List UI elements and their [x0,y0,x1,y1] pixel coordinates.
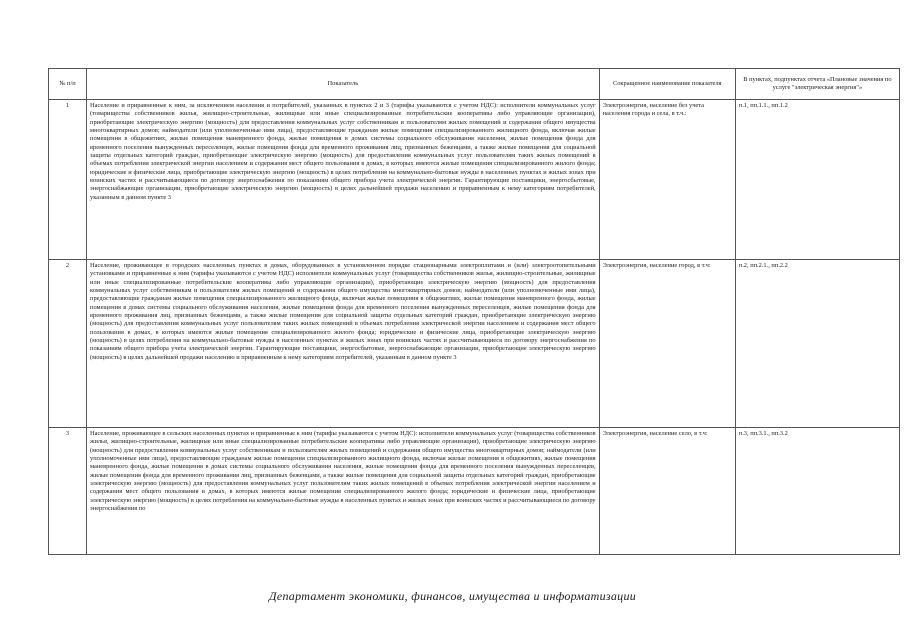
header-indicator: Показатель [87,69,600,100]
row-report-items: п.2, пп.2.1., пп.2.2 [735,260,899,428]
table-header-row [49,69,900,100]
row-indicator-text [87,260,600,428]
table-row [49,428,900,555]
row-report-items: п.1, пп.1.1., пп.1.2 [735,100,899,260]
row-number: 3 [49,428,87,555]
indicators-table [48,68,900,555]
row-indicator-text [87,428,600,555]
row-number: 1 [49,100,87,260]
row-indicator-content: Население и приравненные к ним, за исключением населения и потребителей, указанных в пунктах 2 и 3 (тарифы указываются с учетом НДС): исполнители коммунальных услуг (товарищества собственников жилья, жилищно-строительные, жилищные или иные специализированные потребительские кооперативы либо управляющие организации), приобретающие электрическую энергию (мощность) для предоставления коммунальных услуг собственникам и пользователям жилых помещений и содержания общего имущества многоквартирных домов; наймодатели (или уполномоченные ими лица), предоставляющие гражданам жилые помещения специализированного жилищного фонда, включая жилые помещения в общежитиях, жилые помещения маневренного фонда, жилые помещения в домах системы социального обслуживания населения, жилые помещения фонда для временного поселения вынужденных переселенцев, жилые помещения фонда для временного проживания лиц, признанных беженцами, а также жилые помещения для социальной защиты отдельных категорий граждан, приобретающие электрическую энергию (мощность) для предоставления коммунальных услуг пользователям таких жилых помещений в объемах потребления электрической энергии населением и содержания мест общего пользования в домах, в которых имеются жилые помещения специализированного жилого фонда; юридические и физические лица, приобретающие электрическую энергию (мощность) в целях потребления на коммунально-бытовые нужды в населенных пунктах и жилых зонах при воинских частях и рассчитывающиеся по договору энергоснабжения по показаниям общего прибора учета электрической энергии. Гарантирующие поставщики, энергосбытовые, энергоснабжающие организации, приобретающие электрическую энергию (мощность) в целях дальнейшей продажи населению и приравненным к нему категориям потребителей, указанным в данном пункте 3 [90,102,596,201]
row-number: 2 [49,260,87,428]
table-row [49,100,900,260]
row-report-items: п.3, пп.3.1., пп.3.2 [735,428,899,555]
row-short-name: Электроэнергия, население село, в т.ч: [599,428,735,555]
row-indicator-content: Население, проживающее в городских населенных пунктах в домах, оборудованных в установленном порядке стационарными электроплитами и (или) электроотопительными установками и приравненные к ним (тарифы указываются с учетом НДС) исполнители коммунальных услуг (товарищества собственников жилья, жилищно-строительные, жилищные или иные специализированные потребительские кооперативы либо управляющие организации), приобретающие электрическую энергию (мощность) для предоставления коммунальных услуг собственникам и пользователям жилых помещений и содержания общего имущества многоквартирных домов; наймодатели (или уполномоченные ими лица), предоставляющие гражданам жилые помещения специализированного жилищного фонда, включая жилые помещения в общежитиях, жилые помещения маневренного фонда, жилые помещения в домах системы социального обслуживания населения, жилые помещения фонда для временного поселения вынужденных переселенцев, жилые помещения фонда для временного проживания лиц, признанных беженцами, а также жилые помещения для социальной защиты отдельных категорий граждан, приобретающие электрическую энергию (мощность) для предоставления коммунальных услуг пользователям таких жилых помещений в объемах потребления электрической энергии населением и содержания мест общего пользования в домах, в которых имеются жилые помещения специализированного жилого фонда; юридические и физические лица, приобретающие электрическую энергию (мощность) в целях потребления на коммунально-бытовые нужды в населенных пунктах и жилых зонах при воинских частях и рассчитывающиеся по договору энергоснабжения по показаниям общего прибора учета электрической энергии. Гарантирующие поставщики, энергосбытовые, энергоснабжающие организации, приобретающие электрическую энергию (мощность) в целях дальнейшей продажи населению и приравненным к нему категориям потребителей, указанным в данном пункте 3 [90,262,596,361]
header-report-items: В пунктах, подпунктах отчета «Плановые значения по услуге "электрическая энергия"» [735,69,899,100]
row-short-name: Электроэнергия, население город, в т.ч: [599,260,735,428]
header-short-name: Сокращенное наименование показателя [599,69,735,100]
row-indicator-content: Население, проживающее в сельских населенных пунктах и приравненные к ним (тарифы указываются с учетом НДС): исполнители коммунальных услуг (товарищества собственников жилья, жилищно-строительные, жилищные или иные специализированные потребительские кооперативы либо управляющие организации), приобретающие электрическую энергию (мощность) для предоставления коммунальных услуг собственникам и пользователям жилых помещений и содержания общего имущества многоквартирных домов; наймодатели (или уполномоченные ими лица), предоставляющие гражданам жилые помещения специализированного жилищного фонда, включая жилые помещения в общежитиях, жилые помещения маневренного фонда, жилые помещения в домах системы социального обслуживания населения, жилые помещения фонда для временного поселения вынужденных переселенцев, жилые помещения фонда для временного проживания лиц, признанных беженцами, а также жилые помещения для социальной защиты отдельных категорий граждан, приобретающие электрическую энергию (мощность) для предоставления коммунальных услуг пользователям таких жилых помещений в объемах потребления электрической энергии населением и содержания мест общего пользования в домах, в которых имеются жилые помещения специализированного жилого фонда; юридические и физические лица, приобретающие электрическую энергию (мощность) в целях потребления на коммунально-бытовые нужды в населенных пунктах и жилых зонах при воинских частях и рассчитывающиеся по договору энергоснабжения по [90,430,596,513]
row-short-name: Электроэнергия, население без учета населения города и села, в т.ч.: [599,100,735,260]
page-footer: Департамент экономики, финансов, имущества и информатизации [268,589,637,603]
header-num: № п/п [49,69,87,100]
row-indicator-text [87,100,600,260]
table-row [49,260,900,428]
